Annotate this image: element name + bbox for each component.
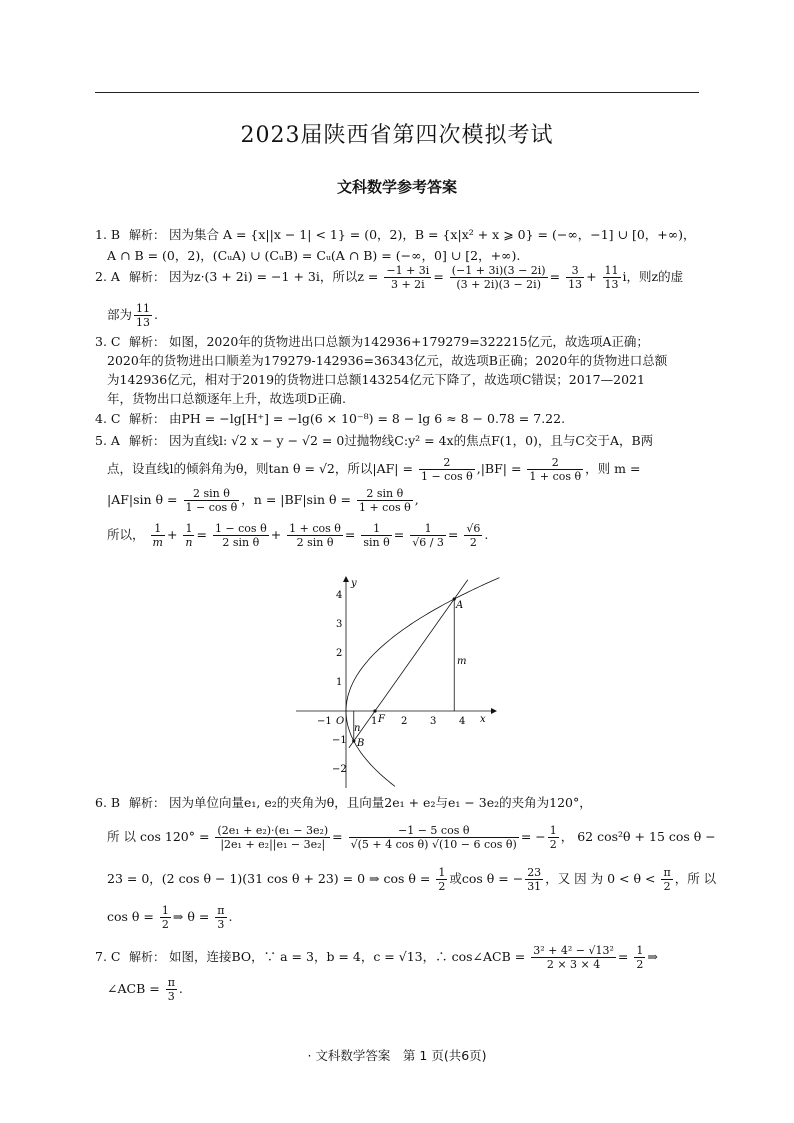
- q3-line1: [95, 334, 649, 350]
- frac-num: 23: [527, 866, 542, 879]
- q7-label: 解析：: [128, 950, 165, 964]
- page-title: 2023届陕西省第四次模拟考试: [240, 123, 554, 148]
- frac-den: √(5 + 4 cos θ) √(10 − 6 cos θ): [350, 838, 517, 851]
- parabola-curve: [346, 578, 499, 787]
- label-n: n: [354, 723, 361, 734]
- q2-label: 解析：: [128, 270, 165, 284]
- frac-den: √6 / 3: [412, 536, 444, 549]
- q2-frac2: [450, 264, 548, 291]
- frac-num: 2: [419, 456, 475, 470]
- q6-line4: cos θ = $\frac{1}{2}$ ⇒ θ = $\frac{\pi}{3}$ .: [107, 904, 233, 931]
- q6-number: 6. B: [95, 795, 121, 810]
- x-tick: −1: [317, 716, 332, 727]
- q6-line4-pre: cos θ =: [107, 909, 154, 924]
- q6-label: 解析：: [128, 796, 165, 810]
- q5-line2-pre: 点，设直线l的倾斜角为θ，则tan θ = √2，所以|AF| =: [107, 461, 413, 476]
- q7-line2-post: .: [178, 981, 183, 996]
- q5-frac1: [419, 456, 475, 483]
- frac-num: 2: [527, 456, 583, 470]
- q7-m1: [531, 944, 616, 971]
- frac-num: 1 − cos θ: [214, 522, 267, 535]
- q1-label: 解析：: [128, 228, 165, 242]
- q6-line2-post: ， 62 cos²θ + 15 cos θ −: [560, 829, 716, 844]
- q1-text1: 因为集合 A = {x||x − 1| < 1} = (0，2)，B = {x|x² + x ⩾ 0} = (−∞，−1] ∪ [0，+∞)，: [168, 227, 696, 242]
- q2-frac5: [134, 302, 152, 329]
- frac-num: 3² + 4² − √13²: [533, 944, 614, 957]
- frac-den: 13: [568, 278, 583, 291]
- q6-line4-mid: ⇒ θ =: [172, 909, 210, 924]
- q6-line3-mid: 或cos θ = −: [449, 871, 524, 886]
- frac-num: −1 + 3i: [386, 264, 430, 277]
- q6-k4: [160, 904, 171, 931]
- q7-line1-post: ⇒: [647, 949, 658, 964]
- q1-text2: A ∩ B = (0，2)，(CᵤA) ∪ (CᵤB) = Cᵤ(A ∩ B) = (−∞，0] ∪ [2，+∞).: [107, 248, 521, 263]
- q1-line1: [95, 227, 696, 243]
- frac-den: (3 + 2i)(3 − 2i): [456, 278, 541, 291]
- q5-line4-pre: 所以，: [107, 527, 145, 542]
- q7-number: 7. C: [95, 949, 121, 964]
- frac-num: π: [217, 904, 225, 917]
- frac-den: 3: [217, 918, 225, 931]
- q4-number: 4. C: [95, 411, 121, 426]
- q2-number: 2. A: [95, 269, 120, 284]
- frac-num: 3: [566, 264, 584, 278]
- q1-number: 1. B: [95, 227, 121, 242]
- line-l: [349, 580, 468, 748]
- x-tick: 2: [401, 716, 408, 727]
- frac-den: 2 × 3 × 4: [546, 958, 601, 971]
- x-tick: 4: [459, 716, 466, 727]
- q5-g3: [213, 522, 269, 549]
- label-A: A: [456, 600, 464, 611]
- y-tick: 3: [336, 619, 343, 630]
- frac-den: 3 + 2i: [390, 278, 425, 291]
- frac-num: 1: [161, 904, 169, 917]
- q5-line1: [95, 433, 653, 449]
- frac-num: 1: [183, 522, 194, 536]
- y-tick: 1: [336, 677, 343, 688]
- q3-number: 3. C: [95, 334, 121, 349]
- frac-num: 11: [604, 264, 619, 277]
- frac-num: 2 sin θ: [357, 487, 413, 501]
- q3-label: 解析：: [128, 335, 165, 349]
- q7-m2: [634, 944, 645, 971]
- q3-text4: 年，货物出口总额逐年上升，故选项D正确.: [107, 391, 346, 406]
- frac-den: 13: [604, 278, 619, 291]
- frac-num: −1 − 5 cos θ: [349, 824, 519, 838]
- frac-num: (−1 + 3i)(3 − 2i): [451, 264, 546, 277]
- q5-frac2: [527, 456, 583, 483]
- q5-line2: [107, 456, 640, 483]
- frac-num: 2 sin θ: [184, 487, 240, 501]
- q5-g6: [410, 522, 446, 549]
- q1-line2: [107, 248, 520, 264]
- q6-line1: [95, 795, 592, 811]
- q2-post: i，则z的虚: [622, 269, 684, 284]
- x-tick: 3: [430, 716, 437, 727]
- frac-num: 1: [410, 522, 446, 536]
- parabola-figure: [296, 574, 506, 788]
- frac-num: 1: [636, 944, 644, 957]
- frac-den: 2: [636, 958, 644, 971]
- q7-line2-pre: ∠ACB =: [107, 981, 160, 996]
- q3-line2: [107, 353, 667, 369]
- frac-den: 2: [469, 536, 477, 549]
- q6-line2: 所 以 cos 120° = $\frac{\text{(2e₁ + e₂)·(e₁ − 3e₂)}}{\text{|2e₁ + e₂||e₁ − 3e₂|}}$ = $\frac{\text{−1 − 5 cos θ}}{\text{√(5 + 4 cos θ) √(10 − 6 cos θ)}}$ = − $\frac{1}{2}$ ， 62 cos²θ + 15 cos θ −: [107, 824, 716, 851]
- frac-num: π: [167, 976, 175, 989]
- q7-line1-pre: 如图，连接BO，∵ a = 3，b = 4，c = √13，∴ cos∠ACB =: [168, 949, 526, 964]
- q5-number: 5. A: [95, 433, 120, 448]
- y-tick: 2: [336, 648, 343, 659]
- q5-line4: 所以， $\frac{1}{m}$ + $\frac{1}{n}$ = $\frac{\text{1 − cos θ}}{\text{2 sin θ}}$ + $\frac{\text{1 + cos θ}}{\text{2 sin θ}}$ = $\frac{1}{\text{sin θ}}$ = $\frac{1}{√6 / 3}$ = $\frac{√6}{2}$ .: [107, 522, 489, 549]
- q2-frac1: [384, 264, 431, 291]
- q6-line3: [107, 866, 716, 893]
- frac-den: 2: [161, 918, 169, 931]
- y-axis-arrow: [343, 576, 349, 582]
- q3-line4: [107, 391, 346, 407]
- frac-den: 1 + cos θ: [358, 501, 411, 514]
- frac-den: 2: [663, 880, 671, 893]
- frac-den: 3: [167, 990, 175, 1003]
- q2-line2-pre: 部为: [107, 307, 133, 322]
- frac-num: 1: [438, 866, 446, 879]
- q4-text1: 由PH = −lg[H⁺] = −lg(6 × 10⁻⁸) = 8 − lg 6 ≈ 8 − 0.78 = 7.22.: [168, 411, 566, 426]
- x-tick: O: [336, 716, 345, 727]
- q5-label: 解析：: [128, 434, 165, 448]
- q3-text2: 2020年的货物进出口顺差为179279-142936=36343亿元，故选项B正确；2020年的货物进口总额: [107, 353, 668, 368]
- frac-den: 1 + cos θ: [529, 470, 582, 483]
- q5-line3-c: ,: [414, 492, 419, 507]
- q5-g4: [287, 522, 343, 549]
- frac-den: 31: [527, 880, 542, 893]
- q6-k5: [215, 904, 226, 931]
- y-tick: −2: [332, 764, 347, 775]
- header-rule: [95, 92, 699, 93]
- y-tick: 4: [336, 590, 343, 601]
- q3-line3: [107, 372, 645, 388]
- q4-label: 解析：: [128, 412, 165, 426]
- frac-den: m: [152, 536, 163, 549]
- frac-num: 1: [361, 522, 391, 536]
- q5-line3: [107, 487, 419, 514]
- frac-num: (2e₁ + e₂)·(e₁ − 3e₂): [217, 824, 329, 837]
- q5-frac4: [357, 487, 413, 514]
- y-tick: −1: [332, 735, 347, 746]
- q3-text3: 为142936亿元，相对于2019的货物进口总额143254亿元下降了，故选项C错误；2017—2021: [107, 372, 645, 387]
- q5-g5: [361, 522, 391, 549]
- frac-den: |2e₁ + e₂||e₁ − 3e₂|: [220, 838, 326, 851]
- q6-line3-end: ，所 以: [674, 871, 717, 886]
- q6-h2: [349, 824, 519, 851]
- y-axis-label: y: [351, 578, 357, 589]
- q2-line2: 部为 $\frac{11}{13}$ .: [107, 302, 158, 329]
- q5-text1: 因为直线l: √2 x − y − √2 = 0过抛物线C:y² = 4x的焦点F(1，0)，且与C交于A，B两: [168, 433, 654, 448]
- frac-num: 1 + cos θ: [289, 522, 341, 535]
- page-subtitle: 文科数学参考答案: [336, 178, 457, 196]
- q6-k2: [525, 866, 543, 893]
- frac-den: 2: [438, 880, 446, 893]
- q5-g1: [151, 522, 165, 549]
- frac-num: π: [663, 866, 671, 879]
- q6-k3: [661, 866, 672, 893]
- x-tick: 1: [371, 716, 378, 727]
- frac-num: 1: [549, 824, 557, 837]
- frac-den: 2 sin θ: [296, 536, 334, 549]
- q5-frac3: [184, 487, 240, 514]
- q5-g7: [464, 522, 482, 549]
- label-F: F: [378, 714, 385, 725]
- q2-line1: 2. A 解析： 因为z·(3 + 2i) = −1 + 3i，所以z = $\frac{-1 + 3i}{3 + 2i}$ = $\frac{(-1 + 3i)(3 - 2i)}{(3 + 2i)(3 - 2i)}$ = $\frac{3}{13}$ + $\frac{11}{13}$ i，则z的虚: [95, 264, 684, 291]
- point-B: [352, 739, 355, 742]
- q7-line2: [107, 976, 183, 1003]
- frac-num: √6: [466, 522, 481, 535]
- q5-line3-b: ，n = |BF|sin θ =: [241, 492, 351, 507]
- label-m: m: [457, 656, 467, 667]
- frac-den: 2 sin θ: [222, 536, 260, 549]
- q5-line2-mid: ,|BF| =: [476, 461, 522, 476]
- q6-h3: [548, 824, 559, 851]
- q4-line1: [95, 411, 565, 427]
- frac-den: sin θ: [363, 536, 390, 549]
- page-footer: · 文科数学答案 第 1 页(共6页): [307, 1048, 487, 1063]
- x-axis-arrow: [491, 708, 497, 714]
- frac-den: 1 − cos θ: [420, 470, 473, 483]
- q6-line2-pre: 所 以 cos 120° =: [107, 829, 210, 844]
- q6-h1: [215, 824, 330, 851]
- q3-text1: 如图，2020年的货物进出口总额为142936+179279=322215亿元，故选项A正确；: [168, 334, 649, 349]
- frac-num: 11: [136, 302, 151, 315]
- frac-den: 2: [549, 838, 557, 851]
- frac-den: 13: [136, 316, 151, 329]
- q5-g2: [183, 522, 194, 549]
- frac-den: 1 − cos θ: [185, 501, 238, 514]
- q2-frac3: [566, 264, 584, 291]
- x-axis-label: x: [480, 714, 486, 725]
- point-F: [373, 709, 376, 712]
- q5-line2-post: ，则 m =: [585, 461, 641, 476]
- frac-num: 1: [151, 522, 165, 536]
- label-B: B: [357, 738, 365, 749]
- q5-line3-a: |AF|sin θ =: [107, 492, 178, 507]
- q6-line3-post: ，又 因 为 0 < θ <: [545, 871, 656, 886]
- q6-k1: [436, 866, 447, 893]
- frac-den: n: [185, 536, 193, 549]
- q7-m3: [166, 976, 177, 1003]
- q6-line3-pre: 23 = 0，(2 cos θ − 1)(31 cos θ + 23) = 0 ⇒ cos θ =: [107, 871, 431, 886]
- q2-pre: 因为z·(3 + 2i) = −1 + 3i，所以z =: [168, 269, 379, 284]
- q7-line1: 7. C 解析： 如图，连接BO，∵ a = 3，b = 4，c = √13，∴ cos∠ACB = $\frac{\text{3² + 4² − √13²}}{2 \times 3 \times 4}$ = $\frac{1}{2}$ ⇒: [95, 944, 658, 971]
- q2-frac4: [603, 264, 621, 291]
- q6-text1: 因为单位向量e₁, e₂的夹角为θ，且向量2e₁ + e₂与e₁ − 3e₂的夹角为120°，: [168, 795, 592, 810]
